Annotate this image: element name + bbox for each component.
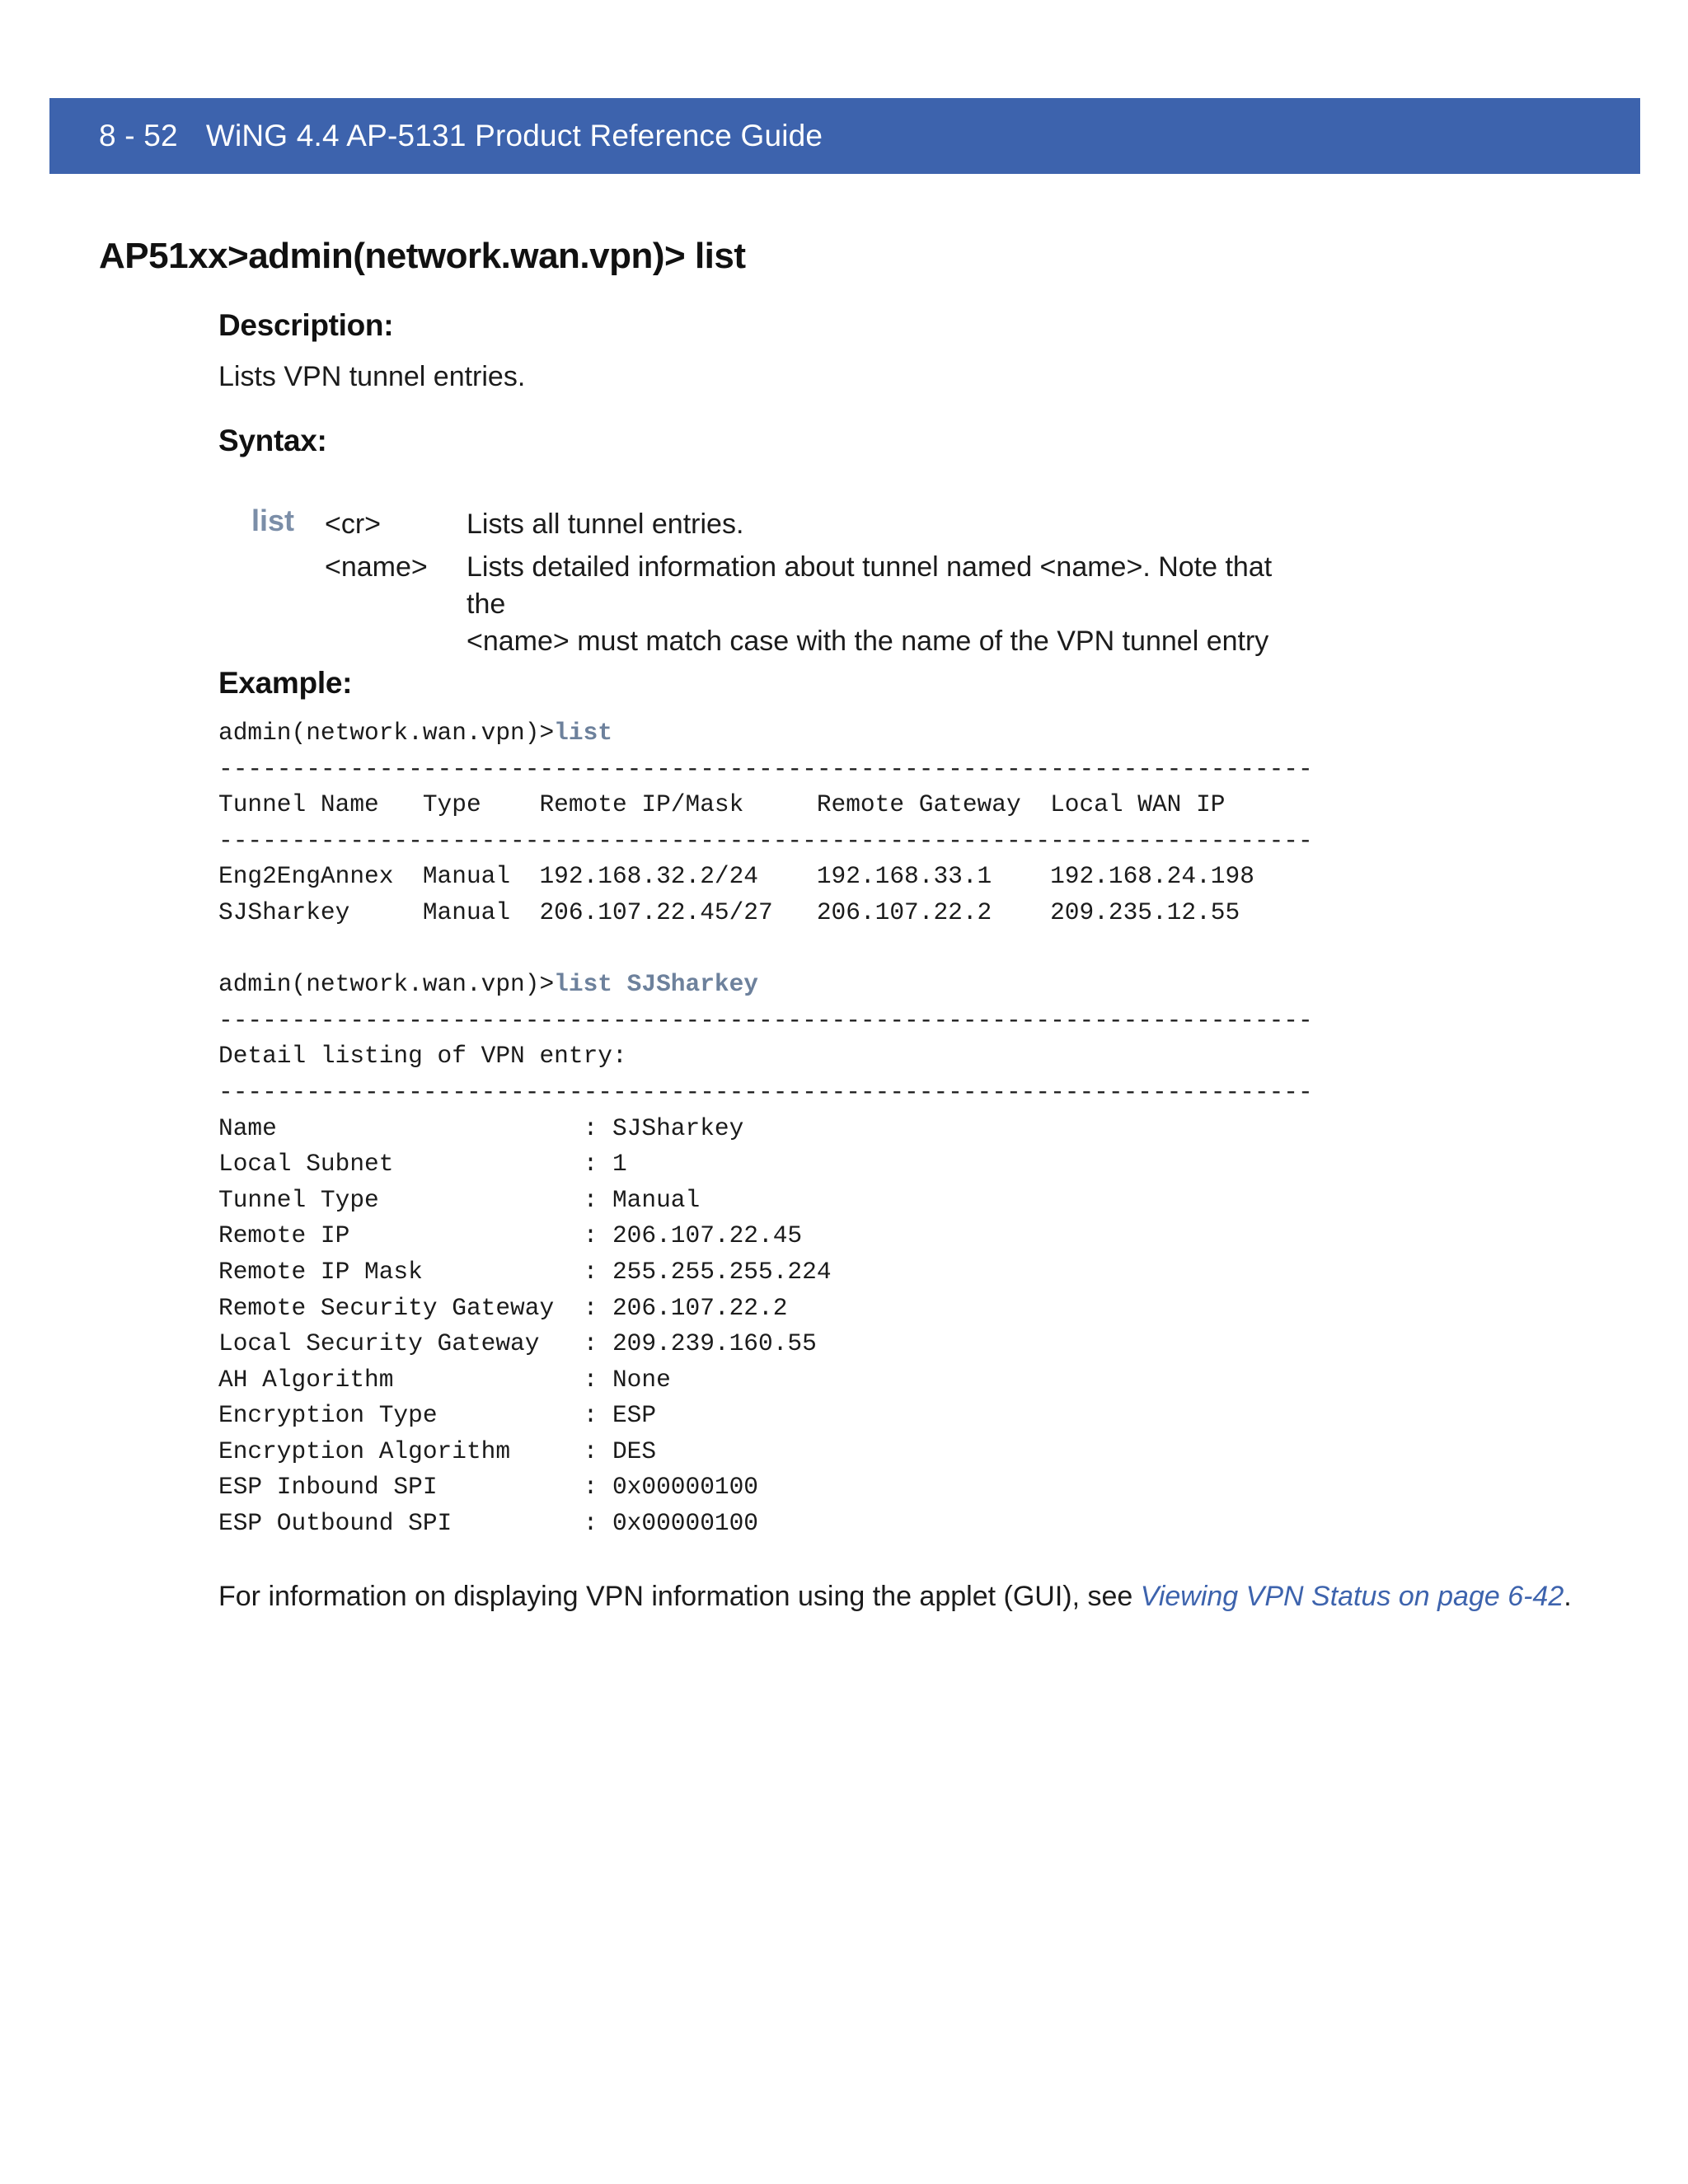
page-number: 8 - 52 [99,119,178,152]
syntax-param-cr: <cr> [325,509,382,540]
description-heading: Description: [218,308,394,342]
syntax-desc-line: Lists detailed information about tunnel named <name>. Note that the [467,551,1273,620]
syntax-command: list [251,504,295,537]
page-header-band [49,98,1640,174]
code-detail-row: Encryption Algorithm : DES [218,1436,657,1465]
code-detail-row: Remote Security Gateway : 206.107.22.2 [218,1293,788,1322]
document-title: WiNG 4.4 AP-5131 Product Reference Guide [205,119,823,152]
code-separator: --------------------------------------------------------------------------- [218,1077,1313,1106]
viewing-vpn-status-link[interactable]: Viewing VPN Status on page 6-42 [1140,1581,1564,1612]
code-command: list [554,719,612,747]
code-line-prompt [218,967,1313,1003]
code-detail-row: Local Subnet : 1 [218,1150,627,1179]
code-detail-row: Encryption Type : ESP [218,1401,657,1430]
syntax-param-name: <name> [325,551,428,583]
code-detail-row: Tunnel Type : Manual [218,1185,701,1214]
syntax-desc-cr [467,506,1291,543]
code-blank-line [218,931,1313,968]
code-separator: --------------------------------------------------------------------------- [218,1005,1313,1034]
code-table-row: Eng2EngAnnex Manual 192.168.32.2/24 192.168.33.1 192.168.24.198 [218,862,1254,891]
footer-note-text: For information on displaying VPN information using the applet (GUI), see [218,1581,1141,1612]
description-text: Lists VPN tunnel entries. [218,361,526,392]
code-prompt: admin(network.wan.vpn)> [218,970,555,999]
example-heading: Example: [218,666,353,700]
syntax-desc-line: Lists all tunnel entries. [467,509,744,540]
code-line-prompt [218,715,1313,752]
command-heading: AP51xx>admin(network.wan.vpn)> list [99,236,746,276]
code-detail-row: ESP Inbound SPI : 0x00000100 [218,1473,759,1502]
syntax-desc-name [467,549,1291,660]
footer-note-end: . [1564,1581,1572,1612]
code-prompt: admin(network.wan.vpn)> [218,719,555,747]
code-detail-row: ESP Outbound SPI : 0x00000100 [218,1509,759,1538]
code-detail-row: Local Security Gateway : 209.239.160.55 [218,1329,817,1358]
code-detail-title: Detail listing of VPN entry: [218,1042,627,1071]
syntax-desc-line: <name> must match case with the name of the VPN tunnel entry [467,626,1269,657]
code-detail-row: AH Algorithm : None [218,1365,671,1394]
syntax-heading: Syntax: [218,424,327,457]
footer-note [218,1581,1572,1613]
code-detail-row: Remote IP : 206.107.22.45 [218,1221,803,1250]
code-separator: --------------------------------------------------------------------------- [218,826,1313,855]
code-table-row: SJSharkey Manual 206.107.22.45/27 206.107.22.2 209.235.12.55 [218,898,1240,926]
code-detail-row: Name : SJSharkey [218,1113,744,1142]
example-code-block [218,715,1313,1542]
code-command: list SJSharkey [554,970,759,999]
code-separator: --------------------------------------------------------------------------- [218,754,1313,783]
code-table-header: Tunnel Name Type Remote IP/Mask Remote Gateway Local WAN IP [218,790,1226,819]
code-detail-row: Remote IP Mask : 255.255.255.224 [218,1257,832,1286]
